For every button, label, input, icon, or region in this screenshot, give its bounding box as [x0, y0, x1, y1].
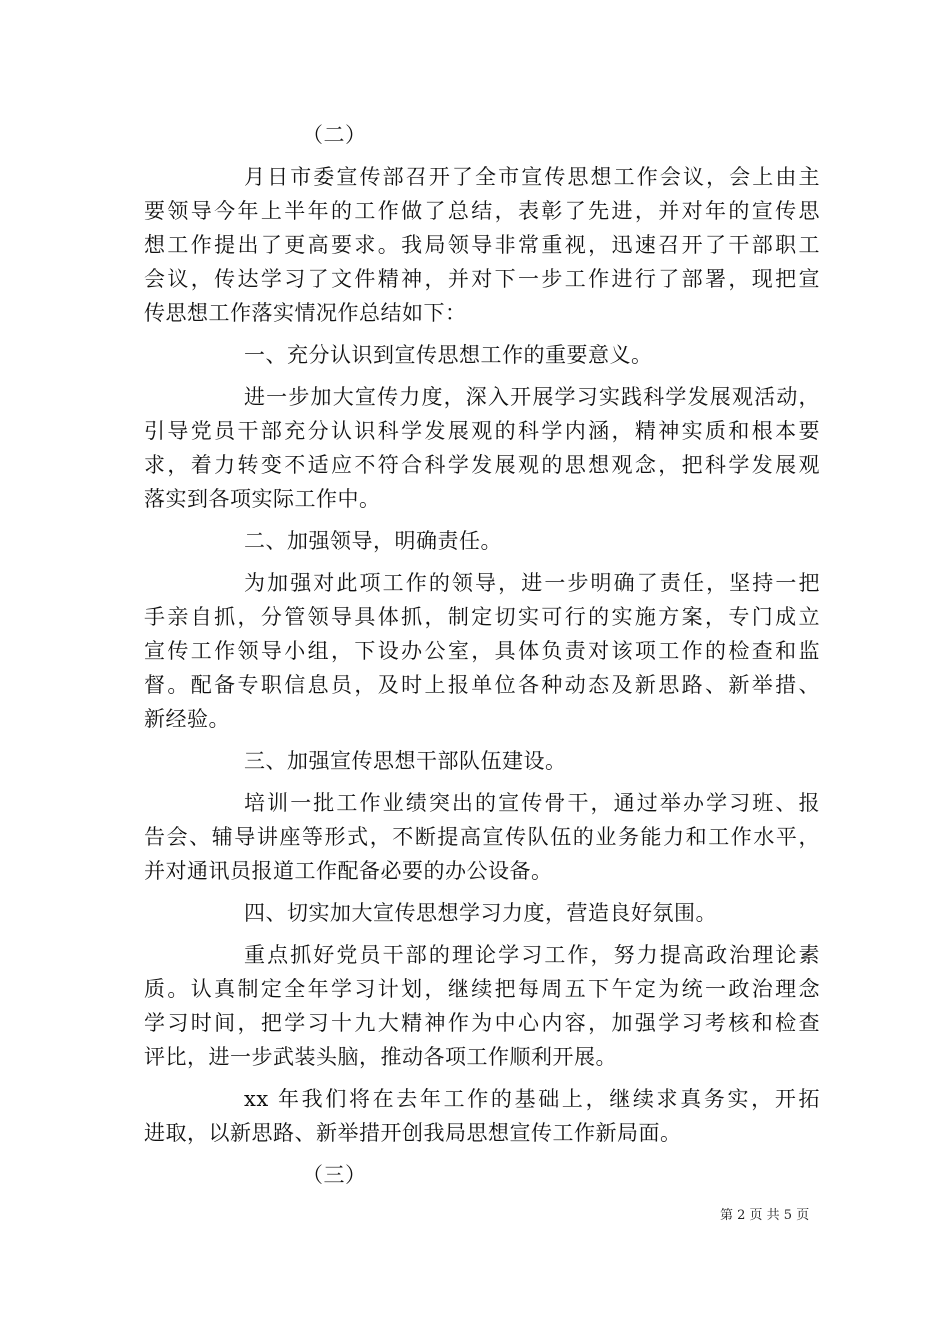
- para-1-line: 求，着力转变不适应不符合科学发展观的思想观念，把科学发展观: [144, 453, 820, 477]
- para-2-line: 手亲自抓，分管领导具体抓，制定切实可行的实施方案，专门成立: [144, 605, 820, 629]
- heading-2: 二、加强领导，明确责任。: [244, 529, 502, 553]
- para-3-line: 培训一批工作业绩突出的宣传骨干，通过举办学习班、报: [244, 791, 820, 815]
- para-3-line: 并对通讯员报道工作配备必要的办公设备。: [144, 859, 553, 883]
- para-1-line: 进一步加大宣传力度，深入开展学习实践科学发展观活动，: [244, 385, 820, 409]
- para-1-line: 落实到各项实际工作中。: [144, 487, 381, 511]
- intro-line: 想工作提出了更高要求。我局领导非常重视，迅速召开了干部职工: [144, 233, 820, 257]
- para-2-line: 为加强对此项工作的领导，进一步明确了责任，坚持一把: [244, 571, 820, 595]
- para-4-line: 学习时间，把学习十九大精神作为中心内容，加强学习考核和检查: [144, 1011, 820, 1035]
- section-three-label: （三）: [302, 1163, 367, 1187]
- para-1-line: 引导党员干部充分认识科学发展观的科学内涵，精神实质和根本要: [144, 419, 820, 443]
- heading-4: 四、切实加大宣传思想学习力度，营造良好氛围。: [244, 901, 717, 925]
- heading-1: 一、充分认识到宣传思想工作的重要意义。: [244, 343, 653, 367]
- para-4-line: 质。认真制定全年学习计划，继续把每周五下午定为统一政治理念: [144, 977, 820, 1001]
- intro-line: 月日市委宣传部召开了全市宣传思想工作会议，会上由主: [244, 165, 820, 189]
- intro-line: 传思想工作落实情况作总结如下：: [144, 301, 467, 325]
- para-2-line: 新经验。: [144, 707, 230, 731]
- para-4-line: 重点抓好党员干部的理论学习工作，努力提高政治理论素: [244, 943, 820, 967]
- page-number-footer: 第 2 页 共 5 页: [720, 1208, 810, 1223]
- para-2-line: 宣传工作领导小组，下设办公室，具体负责对该项工作的检查和监: [144, 639, 820, 663]
- para-2-line: 督。配备专职信息员，及时上报单位各种动态及新思路、新举措、: [144, 673, 820, 697]
- intro-line: 要领导今年上半年的工作做了总结，表彰了先进，并对年的宣传思: [144, 199, 820, 223]
- para-3-line: 告会、辅导讲座等形式，不断提高宣传队伍的业务能力和工作水平，: [144, 825, 820, 849]
- intro-line: 会议，传达学习了文件精神，并对下一步工作进行了部署，现把宣: [144, 267, 820, 291]
- document-body: [144, 118, 820, 1192]
- heading-3: 三、加强宣传思想干部队伍建设。: [244, 749, 567, 773]
- para-5-line: 进取，以新思路、新举措开创我局思想宣传工作新局面。: [144, 1121, 682, 1145]
- para-5-line: xx 年我们将在去年工作的基础上，继续求真务实，开拓: [244, 1087, 820, 1111]
- section-two-label: （二）: [302, 123, 367, 147]
- para-4-line: 评比，进一步武装头脑，推动各项工作顺利开展。: [144, 1045, 617, 1069]
